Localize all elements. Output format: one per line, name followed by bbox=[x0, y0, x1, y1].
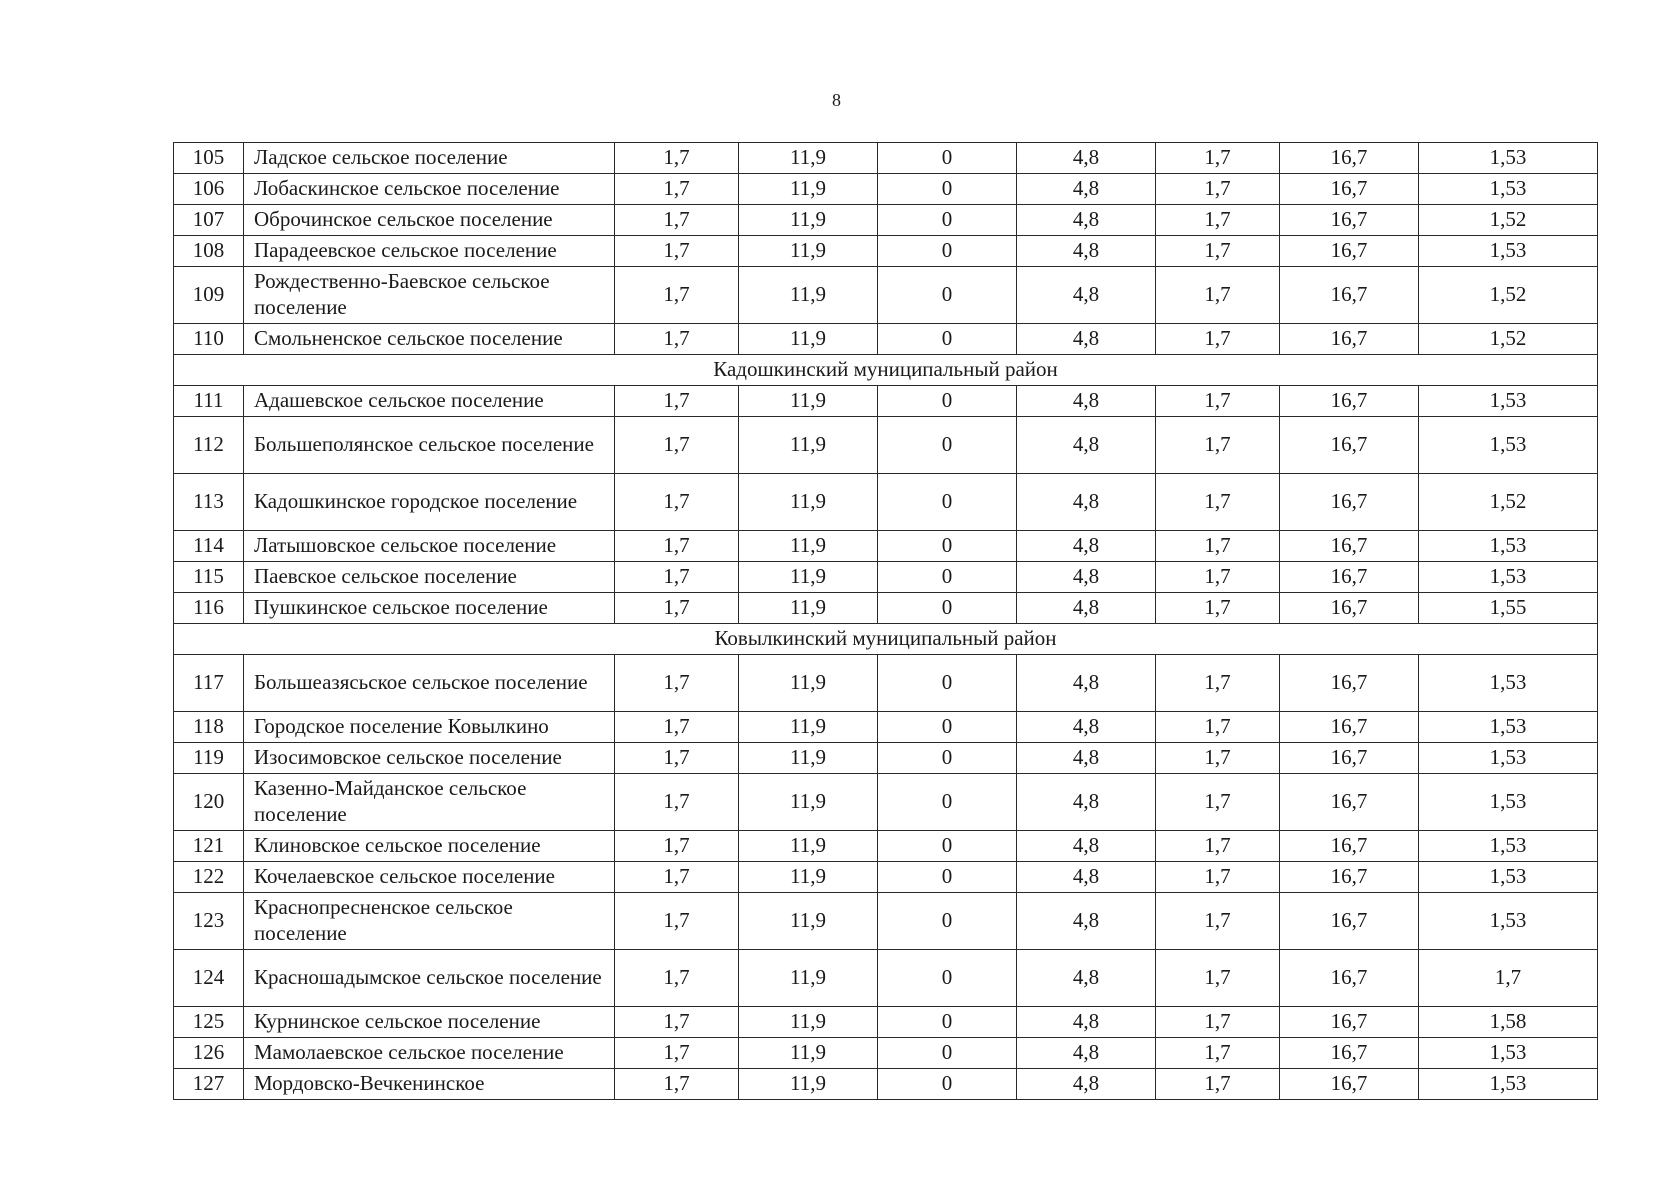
settlement-name: Адашевское сельское поселение bbox=[244, 386, 615, 417]
value-cell-2: 11,9 bbox=[739, 236, 878, 267]
value-cell-7: 1,7 bbox=[1419, 950, 1598, 1007]
value-cell-3: 0 bbox=[878, 1069, 1017, 1100]
value-cell-3: 0 bbox=[878, 417, 1017, 474]
value-cell-7: 1,58 bbox=[1419, 1007, 1598, 1038]
table-row bbox=[174, 712, 1598, 743]
value-cell-7: 1,53 bbox=[1419, 236, 1598, 267]
value-cell-6: 16,7 bbox=[1280, 205, 1419, 236]
value-cell-4: 4,8 bbox=[1017, 1007, 1156, 1038]
value-cell-4: 4,8 bbox=[1017, 712, 1156, 743]
value-cell-3: 0 bbox=[878, 593, 1017, 624]
value-cell-1: 1,7 bbox=[615, 655, 739, 712]
value-cell-5: 1,7 bbox=[1156, 417, 1280, 474]
value-cell-6: 16,7 bbox=[1280, 950, 1419, 1007]
value-cell-6: 16,7 bbox=[1280, 655, 1419, 712]
value-cell-4: 4,8 bbox=[1017, 386, 1156, 417]
settlement-name: Изосимовское сельское поселение bbox=[244, 743, 615, 774]
value-cell-7: 1,53 bbox=[1419, 862, 1598, 893]
value-cell-6: 16,7 bbox=[1280, 774, 1419, 831]
value-cell-1: 1,7 bbox=[615, 1007, 739, 1038]
value-cell-6: 16,7 bbox=[1280, 562, 1419, 593]
table-row bbox=[174, 562, 1598, 593]
value-cell-3: 0 bbox=[878, 531, 1017, 562]
value-cell-1: 1,7 bbox=[615, 1038, 739, 1069]
settlement-name: Мордовско-Вечкенинское bbox=[244, 1069, 615, 1100]
value-cell-6: 16,7 bbox=[1280, 174, 1419, 205]
value-cell-4: 4,8 bbox=[1017, 831, 1156, 862]
value-cell-7: 1,53 bbox=[1419, 386, 1598, 417]
table-row bbox=[174, 1038, 1598, 1069]
value-cell-7: 1,53 bbox=[1419, 143, 1598, 174]
value-cell-1: 1,7 bbox=[615, 324, 739, 355]
table-body bbox=[174, 143, 1598, 1100]
value-cell-4: 4,8 bbox=[1017, 205, 1156, 236]
value-cell-6: 16,7 bbox=[1280, 236, 1419, 267]
table-row bbox=[174, 862, 1598, 893]
value-cell-6: 16,7 bbox=[1280, 386, 1419, 417]
row-number: 118 bbox=[174, 712, 244, 743]
value-cell-6: 16,7 bbox=[1280, 743, 1419, 774]
row-number: 109 bbox=[174, 267, 244, 324]
value-cell-3: 0 bbox=[878, 474, 1017, 531]
value-cell-5: 1,7 bbox=[1156, 267, 1280, 324]
table-row bbox=[174, 831, 1598, 862]
value-cell-7: 1,53 bbox=[1419, 831, 1598, 862]
value-cell-1: 1,7 bbox=[615, 774, 739, 831]
value-cell-3: 0 bbox=[878, 267, 1017, 324]
table-row bbox=[174, 143, 1598, 174]
value-cell-7: 1,53 bbox=[1419, 531, 1598, 562]
value-cell-5: 1,7 bbox=[1156, 531, 1280, 562]
value-cell-5: 1,7 bbox=[1156, 655, 1280, 712]
value-cell-7: 1,53 bbox=[1419, 893, 1598, 950]
value-cell-2: 11,9 bbox=[739, 862, 878, 893]
value-cell-4: 4,8 bbox=[1017, 174, 1156, 205]
value-cell-3: 0 bbox=[878, 774, 1017, 831]
value-cell-7: 1,53 bbox=[1419, 417, 1598, 474]
table-row bbox=[174, 1007, 1598, 1038]
value-cell-7: 1,53 bbox=[1419, 655, 1598, 712]
settlement-name: Курнинское сельское поселение bbox=[244, 1007, 615, 1038]
value-cell-7: 1,52 bbox=[1419, 205, 1598, 236]
value-cell-2: 11,9 bbox=[739, 143, 878, 174]
value-cell-2: 11,9 bbox=[739, 743, 878, 774]
value-cell-3: 0 bbox=[878, 893, 1017, 950]
value-cell-2: 11,9 bbox=[739, 893, 878, 950]
table-row bbox=[174, 743, 1598, 774]
value-cell-4: 4,8 bbox=[1017, 774, 1156, 831]
value-cell-4: 4,8 bbox=[1017, 593, 1156, 624]
value-cell-1: 1,7 bbox=[615, 386, 739, 417]
value-cell-2: 11,9 bbox=[739, 1038, 878, 1069]
settlement-name: Смольненское сельское поселение bbox=[244, 324, 615, 355]
settlement-name: Рождественно-Баевское сельское поселение bbox=[244, 267, 615, 324]
value-cell-7: 1,53 bbox=[1419, 774, 1598, 831]
value-cell-7: 1,53 bbox=[1419, 1038, 1598, 1069]
value-cell-2: 11,9 bbox=[739, 474, 878, 531]
value-cell-2: 11,9 bbox=[739, 417, 878, 474]
district-title: Кадошкинский муниципальный район bbox=[174, 355, 1598, 386]
value-cell-6: 16,7 bbox=[1280, 474, 1419, 531]
value-cell-3: 0 bbox=[878, 1007, 1017, 1038]
settlement-name: Лобаскинское сельское поселение bbox=[244, 174, 615, 205]
district-header-row bbox=[174, 355, 1598, 386]
table-row bbox=[174, 593, 1598, 624]
row-number: 111 bbox=[174, 386, 244, 417]
settlement-name: Кочелаевское сельское поселение bbox=[244, 862, 615, 893]
value-cell-5: 1,7 bbox=[1156, 474, 1280, 531]
value-cell-2: 11,9 bbox=[739, 562, 878, 593]
value-cell-4: 4,8 bbox=[1017, 893, 1156, 950]
value-cell-4: 4,8 bbox=[1017, 655, 1156, 712]
value-cell-7: 1,53 bbox=[1419, 562, 1598, 593]
settlement-name: Кадошкинское городское поселение bbox=[244, 474, 615, 531]
value-cell-7: 1,52 bbox=[1419, 474, 1598, 531]
value-cell-2: 11,9 bbox=[739, 774, 878, 831]
value-cell-4: 4,8 bbox=[1017, 1038, 1156, 1069]
value-cell-3: 0 bbox=[878, 831, 1017, 862]
value-cell-5: 1,7 bbox=[1156, 386, 1280, 417]
value-cell-1: 1,7 bbox=[615, 831, 739, 862]
settlement-name: Пушкинское сельское поселение bbox=[244, 593, 615, 624]
value-cell-4: 4,8 bbox=[1017, 862, 1156, 893]
settlement-name: Городское поселение Ковылкино bbox=[244, 712, 615, 743]
value-cell-4: 4,8 bbox=[1017, 950, 1156, 1007]
value-cell-6: 16,7 bbox=[1280, 862, 1419, 893]
value-cell-3: 0 bbox=[878, 205, 1017, 236]
value-cell-2: 11,9 bbox=[739, 1069, 878, 1100]
value-cell-1: 1,7 bbox=[615, 893, 739, 950]
table-row bbox=[174, 655, 1598, 712]
table-row bbox=[174, 205, 1598, 236]
value-cell-3: 0 bbox=[878, 1038, 1017, 1069]
value-cell-6: 16,7 bbox=[1280, 1007, 1419, 1038]
value-cell-1: 1,7 bbox=[615, 143, 739, 174]
value-cell-2: 11,9 bbox=[739, 267, 878, 324]
value-cell-5: 1,7 bbox=[1156, 1007, 1280, 1038]
value-cell-1: 1,7 bbox=[615, 205, 739, 236]
table-row bbox=[174, 531, 1598, 562]
table-row bbox=[174, 774, 1598, 831]
value-cell-2: 11,9 bbox=[739, 655, 878, 712]
district-header-row bbox=[174, 624, 1598, 655]
row-number: 116 bbox=[174, 593, 244, 624]
value-cell-1: 1,7 bbox=[615, 950, 739, 1007]
table-row bbox=[174, 417, 1598, 474]
settlement-name: Краснопресненское сельское поселение bbox=[244, 893, 615, 950]
table-row bbox=[174, 893, 1598, 950]
value-cell-1: 1,7 bbox=[615, 593, 739, 624]
value-cell-1: 1,7 bbox=[615, 1069, 739, 1100]
value-cell-6: 16,7 bbox=[1280, 267, 1419, 324]
value-cell-4: 4,8 bbox=[1017, 143, 1156, 174]
value-cell-1: 1,7 bbox=[615, 474, 739, 531]
table-row bbox=[174, 1069, 1598, 1100]
value-cell-1: 1,7 bbox=[615, 531, 739, 562]
value-cell-6: 16,7 bbox=[1280, 593, 1419, 624]
value-cell-1: 1,7 bbox=[615, 743, 739, 774]
value-cell-4: 4,8 bbox=[1017, 267, 1156, 324]
row-number: 127 bbox=[174, 1069, 244, 1100]
row-number: 122 bbox=[174, 862, 244, 893]
value-cell-5: 1,7 bbox=[1156, 950, 1280, 1007]
settlement-name: Красношадымское сельское поселение bbox=[244, 950, 615, 1007]
row-number: 119 bbox=[174, 743, 244, 774]
value-cell-4: 4,8 bbox=[1017, 236, 1156, 267]
value-cell-4: 4,8 bbox=[1017, 1069, 1156, 1100]
value-cell-7: 1,55 bbox=[1419, 593, 1598, 624]
row-number: 126 bbox=[174, 1038, 244, 1069]
value-cell-3: 0 bbox=[878, 174, 1017, 205]
value-cell-1: 1,7 bbox=[615, 862, 739, 893]
row-number: 107 bbox=[174, 205, 244, 236]
row-number: 110 bbox=[174, 324, 244, 355]
value-cell-4: 4,8 bbox=[1017, 417, 1156, 474]
value-cell-6: 16,7 bbox=[1280, 143, 1419, 174]
table-row bbox=[174, 174, 1598, 205]
value-cell-7: 1,52 bbox=[1419, 324, 1598, 355]
settlement-name: Казенно-Майданское сельское поселение bbox=[244, 774, 615, 831]
value-cell-2: 11,9 bbox=[739, 831, 878, 862]
value-cell-3: 0 bbox=[878, 324, 1017, 355]
value-cell-6: 16,7 bbox=[1280, 712, 1419, 743]
value-cell-6: 16,7 bbox=[1280, 324, 1419, 355]
value-cell-4: 4,8 bbox=[1017, 562, 1156, 593]
value-cell-3: 0 bbox=[878, 143, 1017, 174]
value-cell-7: 1,53 bbox=[1419, 1069, 1598, 1100]
row-number: 121 bbox=[174, 831, 244, 862]
value-cell-3: 0 bbox=[878, 862, 1017, 893]
settlement-name: Большеазясьское сельское поселение bbox=[244, 655, 615, 712]
value-cell-2: 11,9 bbox=[739, 950, 878, 1007]
value-cell-1: 1,7 bbox=[615, 174, 739, 205]
value-cell-5: 1,7 bbox=[1156, 236, 1280, 267]
value-cell-3: 0 bbox=[878, 236, 1017, 267]
value-cell-5: 1,7 bbox=[1156, 205, 1280, 236]
value-cell-3: 0 bbox=[878, 950, 1017, 1007]
row-number: 113 bbox=[174, 474, 244, 531]
value-cell-2: 11,9 bbox=[739, 324, 878, 355]
row-number: 108 bbox=[174, 236, 244, 267]
value-cell-2: 11,9 bbox=[739, 531, 878, 562]
value-cell-3: 0 bbox=[878, 743, 1017, 774]
value-cell-3: 0 bbox=[878, 562, 1017, 593]
row-number: 125 bbox=[174, 1007, 244, 1038]
value-cell-4: 4,8 bbox=[1017, 531, 1156, 562]
value-cell-1: 1,7 bbox=[615, 712, 739, 743]
data-table bbox=[173, 142, 1598, 1100]
settlement-name: Ладское сельское поселение bbox=[244, 143, 615, 174]
value-cell-5: 1,7 bbox=[1156, 774, 1280, 831]
value-cell-6: 16,7 bbox=[1280, 893, 1419, 950]
table-row bbox=[174, 386, 1598, 417]
settlement-name: Парадеевское сельское поселение bbox=[244, 236, 615, 267]
settlement-name: Клиновское сельское поселение bbox=[244, 831, 615, 862]
row-number: 105 bbox=[174, 143, 244, 174]
table-row bbox=[174, 236, 1598, 267]
value-cell-6: 16,7 bbox=[1280, 1069, 1419, 1100]
value-cell-5: 1,7 bbox=[1156, 174, 1280, 205]
table-row bbox=[174, 474, 1598, 531]
value-cell-3: 0 bbox=[878, 655, 1017, 712]
value-cell-5: 1,7 bbox=[1156, 893, 1280, 950]
value-cell-6: 16,7 bbox=[1280, 531, 1419, 562]
value-cell-5: 1,7 bbox=[1156, 862, 1280, 893]
value-cell-5: 1,7 bbox=[1156, 712, 1280, 743]
value-cell-1: 1,7 bbox=[615, 267, 739, 324]
value-cell-3: 0 bbox=[878, 386, 1017, 417]
value-cell-2: 11,9 bbox=[739, 593, 878, 624]
settlement-name: Паевское сельское поселение bbox=[244, 562, 615, 593]
value-cell-6: 16,7 bbox=[1280, 417, 1419, 474]
value-cell-5: 1,7 bbox=[1156, 1038, 1280, 1069]
value-cell-2: 11,9 bbox=[739, 205, 878, 236]
value-cell-7: 1,53 bbox=[1419, 712, 1598, 743]
value-cell-2: 11,9 bbox=[739, 386, 878, 417]
value-cell-5: 1,7 bbox=[1156, 831, 1280, 862]
value-cell-2: 11,9 bbox=[739, 174, 878, 205]
table-row bbox=[174, 950, 1598, 1007]
row-number: 117 bbox=[174, 655, 244, 712]
value-cell-7: 1,53 bbox=[1419, 174, 1598, 205]
settlement-name: Большеполянское сельское поселение bbox=[244, 417, 615, 474]
value-cell-5: 1,7 bbox=[1156, 324, 1280, 355]
value-cell-5: 1,7 bbox=[1156, 562, 1280, 593]
value-cell-1: 1,7 bbox=[615, 562, 739, 593]
settlement-name: Оброчинское сельское поселение bbox=[244, 205, 615, 236]
value-cell-4: 4,8 bbox=[1017, 743, 1156, 774]
value-cell-5: 1,7 bbox=[1156, 593, 1280, 624]
settlement-name: Латышовское сельское поселение bbox=[244, 531, 615, 562]
value-cell-2: 11,9 bbox=[739, 712, 878, 743]
value-cell-7: 1,52 bbox=[1419, 267, 1598, 324]
row-number: 106 bbox=[174, 174, 244, 205]
row-number: 124 bbox=[174, 950, 244, 1007]
value-cell-4: 4,8 bbox=[1017, 324, 1156, 355]
row-number: 112 bbox=[174, 417, 244, 474]
value-cell-7: 1,53 bbox=[1419, 743, 1598, 774]
value-cell-5: 1,7 bbox=[1156, 143, 1280, 174]
value-cell-4: 4,8 bbox=[1017, 474, 1156, 531]
value-cell-1: 1,7 bbox=[615, 236, 739, 267]
value-cell-6: 16,7 bbox=[1280, 831, 1419, 862]
value-cell-5: 1,7 bbox=[1156, 1069, 1280, 1100]
row-number: 120 bbox=[174, 774, 244, 831]
table-row bbox=[174, 324, 1598, 355]
value-cell-3: 0 bbox=[878, 712, 1017, 743]
settlement-name: Мамолаевское сельское поселение bbox=[244, 1038, 615, 1069]
row-number: 114 bbox=[174, 531, 244, 562]
value-cell-6: 16,7 bbox=[1280, 1038, 1419, 1069]
row-number: 123 bbox=[174, 893, 244, 950]
value-cell-5: 1,7 bbox=[1156, 743, 1280, 774]
district-title: Ковылкинский муниципальный район bbox=[174, 624, 1598, 655]
page-number: 8 bbox=[832, 90, 841, 110]
table-row bbox=[174, 267, 1598, 324]
row-number: 115 bbox=[174, 562, 244, 593]
value-cell-2: 11,9 bbox=[739, 1007, 878, 1038]
value-cell-1: 1,7 bbox=[615, 417, 739, 474]
